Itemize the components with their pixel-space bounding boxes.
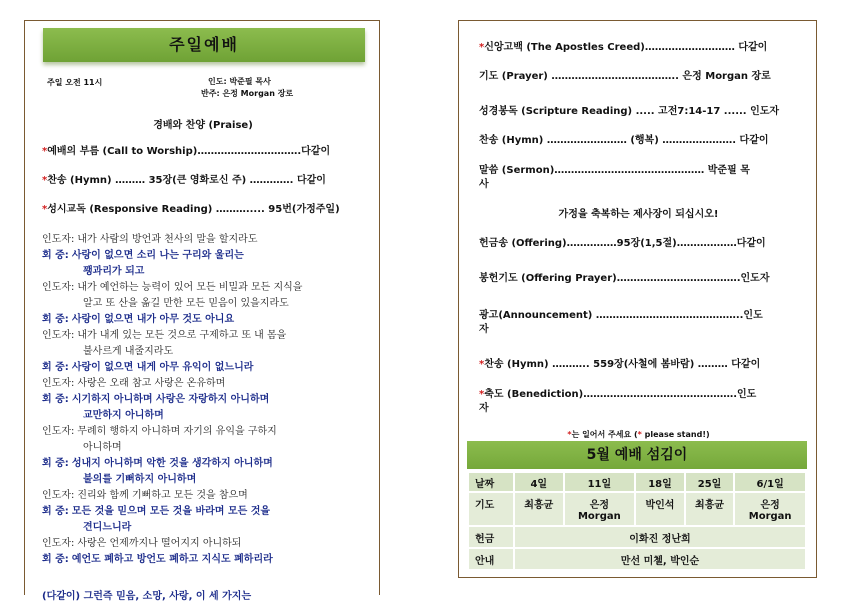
responsive-reading-text: 성시교독 (Responsive Reading) ………..... 95번(가정주일) xyxy=(47,204,340,215)
congregation-line xyxy=(42,390,269,405)
family-title: 가정을 축복하는 제사장이 되십시오! xyxy=(558,209,719,220)
page-title: 주일예배 xyxy=(169,35,239,54)
speaker-label: 회 중: xyxy=(42,314,69,325)
right-panel xyxy=(458,20,817,578)
stand-note xyxy=(459,429,818,440)
reading-text: 시기하지 아니하며 사랑은 자랑하지 아니하며 xyxy=(71,394,270,405)
sermon-wrap: 사 xyxy=(479,179,489,190)
prayer-name: Morgan xyxy=(577,511,621,522)
prayer-cell xyxy=(635,492,685,526)
reading-continuation: 알고 또 산을 옮길 만한 모든 믿음이 있을지라도 xyxy=(83,298,289,309)
accompanist: 반주: 은정 Morgan 장로 xyxy=(201,89,294,98)
reading-continuation: 견디느니라 xyxy=(83,522,132,533)
reading-text: 사랑이 없으면 내게 아무 유익이 없느니라 xyxy=(71,362,254,373)
reading-text: 내가 예언하는 능력이 있어 모든 비밀과 모든 지식을 xyxy=(77,282,303,293)
reading-continuation: 꽹과리가 되고 xyxy=(83,266,145,277)
reading-continuation: 아니하며 xyxy=(83,442,122,453)
offering: 헌금송 (Offering)……………95장(1,5절)………………다같이 xyxy=(479,238,766,249)
announcement: 광고(Announcement) ……………………………………..인도 xyxy=(479,310,763,321)
reading-text: 사랑이 없으면 내가 아무 것도 아니요 xyxy=(71,314,235,325)
date-cell: 25일 xyxy=(685,472,735,492)
reading-continuation: 교만하지 아니하며 xyxy=(83,410,164,421)
prayer-name: 최흥균 xyxy=(524,500,554,511)
speaker-label: 인도자: xyxy=(42,282,75,293)
benediction-wrap: 자 xyxy=(479,403,489,414)
date-cell: 11일 xyxy=(564,472,636,492)
prayer-cell xyxy=(564,492,636,526)
congregation-line xyxy=(42,454,273,469)
call-to-worship-text: 예배의 부름 (Call to Worship)………………………….다같이 xyxy=(47,146,331,157)
prayer-cell xyxy=(685,492,735,526)
leader-line xyxy=(42,486,248,501)
apostles-creed-text: 신앙고백 (The Apostles Creed)……………………… 다같이 xyxy=(484,42,768,53)
reading-text: 사랑이 없으면 소리 나는 구리와 울리는 xyxy=(71,250,244,261)
call-to-worship xyxy=(42,142,330,157)
hymn-1 xyxy=(42,171,326,186)
speaker-label: 인도자: xyxy=(42,330,75,341)
speaker-label: 회 중: xyxy=(42,362,69,373)
service-time: 주일 오전 11시 xyxy=(47,78,103,87)
reading-text: 성내지 아니하며 악한 것을 생각하지 아니하며 xyxy=(71,458,273,469)
speaker-label: 회 중: xyxy=(42,506,69,517)
date-label: 날짜 xyxy=(468,472,514,492)
prayer-cell xyxy=(514,492,564,526)
prayer-label: 기도 xyxy=(468,492,514,526)
leader: 인도: 박준필 목사 xyxy=(208,77,271,86)
stand-mark: * xyxy=(567,430,572,439)
reading-text: 내가 내게 있는 모든 것으로 구제하고 또 내 몸을 xyxy=(77,330,287,341)
guide-label: 안내 xyxy=(468,548,514,570)
reading-text: 사랑은 언제까지나 떨어지지 아니하되 xyxy=(77,538,242,549)
speaker-label: 인도자: xyxy=(42,490,75,501)
stand-mark: * xyxy=(479,359,485,370)
date-cell: 18일 xyxy=(635,472,685,492)
stand-mark: * xyxy=(42,204,48,215)
reading-continuation: 불사르게 내줄지라도 xyxy=(83,346,174,357)
title-bar xyxy=(43,28,365,62)
stand-mark: * xyxy=(479,42,485,53)
benediction xyxy=(479,385,756,400)
hymn-2 xyxy=(479,355,760,370)
reading-text: 무례히 행하지 아니하며 자기의 유익을 구하지 xyxy=(77,426,277,437)
table-row xyxy=(468,548,806,570)
section-praise: 경배와 찬양 (Praise) xyxy=(153,120,253,131)
reading-text: 모든 것을 믿으며 모든 것을 바라며 모든 것을 xyxy=(71,506,271,517)
congregation-line xyxy=(42,358,253,373)
speaker-label: 인도자: xyxy=(42,378,75,389)
scripture-reading: 성경봉독 (Scripture Reading) ..... 고전7:14-17 ...... 인도자 xyxy=(479,106,780,117)
speaker-label: 인도자: xyxy=(42,426,75,437)
table-row xyxy=(468,472,806,492)
offering-names: 이화진 정난희 xyxy=(514,526,806,548)
stand-note-text-b: please stand!) xyxy=(641,430,710,439)
reading-continuation: 불의를 기뻐하지 아니하며 xyxy=(83,474,197,485)
prayer-name: Morgan xyxy=(748,511,792,522)
stand-note-text-a: 는 일어서 주세요 ( xyxy=(571,430,638,439)
congregation-line xyxy=(42,502,270,517)
congregation-line xyxy=(42,310,234,325)
speaker-label: 회 중: xyxy=(42,250,69,261)
apostles-creed xyxy=(479,38,767,53)
announcement-wrap: 자 xyxy=(479,324,489,335)
stand-mark: * xyxy=(42,146,48,157)
speaker-label: 회 중: xyxy=(42,394,69,405)
prayer-name: 최흥균 xyxy=(695,500,725,511)
prayer-name: 은정 xyxy=(589,500,610,511)
leader-line xyxy=(42,278,302,293)
prayer-name: 박인석 xyxy=(645,500,675,511)
leader-line xyxy=(42,422,277,437)
offering-prayer: 봉헌기도 (Offering Prayer)……………………………….인도자 xyxy=(479,273,770,284)
benediction-text: 축도 (Benediction)……………………………………….인도 xyxy=(484,389,757,400)
table-row xyxy=(468,526,806,548)
hymn-2-text: 찬송 (Hymn) ……….. 559장(사철에 봄바람) ……… 다같이 xyxy=(484,359,761,370)
guide-names: 만선 미첼, 박인순 xyxy=(514,548,806,570)
leader-line xyxy=(42,230,257,245)
reading-text: 사랑은 오래 참고 사랑은 온유하며 xyxy=(77,378,226,389)
leader-line xyxy=(42,374,225,389)
stand-mark: * xyxy=(42,175,48,186)
date-cell: 4일 xyxy=(514,472,564,492)
reading-text: 예언도 폐하고 방언도 폐하고 지식도 폐하리라 xyxy=(71,554,273,565)
reading-text: 진리와 함께 기뻐하고 모든 것을 참으며 xyxy=(77,490,248,501)
congregation-line xyxy=(42,246,244,261)
speaker-label: 인도자: xyxy=(42,234,75,245)
leader-line xyxy=(42,326,286,341)
table-row xyxy=(468,492,806,526)
stand-mark: * xyxy=(479,389,485,400)
anthem: 찬송 (Hymn) …………………… (행복) …………………. 다같이 xyxy=(479,135,769,146)
reading-text: 내가 사람의 방언과 천사의 말을 할지라도 xyxy=(77,234,258,245)
congregation-line xyxy=(42,550,273,565)
schedule-title: 5월 예배 섬김이 xyxy=(467,441,807,469)
left-panel xyxy=(24,20,380,602)
speaker-label: 회 중: xyxy=(42,458,69,469)
date-cell: 6/1일 xyxy=(734,472,806,492)
prayer-cell xyxy=(734,492,806,526)
schedule-table xyxy=(467,471,807,571)
speaker-label: 회 중: xyxy=(42,554,69,565)
prayer: 기도 (Prayer) ……………………………….. 은정 Morgan 장로 xyxy=(479,71,771,82)
prayer-name: 은정 xyxy=(760,500,780,511)
responsive-reading xyxy=(42,200,340,215)
sermon: 말씀 (Sermon)……………………………………… 박준필 목 xyxy=(479,165,750,176)
stand-mark: * xyxy=(637,430,642,439)
cutoff-line: (다같이) 그런즉 믿음, 소망, 사랑, 이 세 가지는 xyxy=(42,591,252,602)
offering-label: 헌금 xyxy=(468,526,514,548)
leader-line xyxy=(42,534,241,549)
speaker-label: 인도자: xyxy=(42,538,75,549)
hymn-1-text: 찬송 (Hymn) ……… 35장(큰 영화로신 주) …………. 다같이 xyxy=(47,175,326,186)
